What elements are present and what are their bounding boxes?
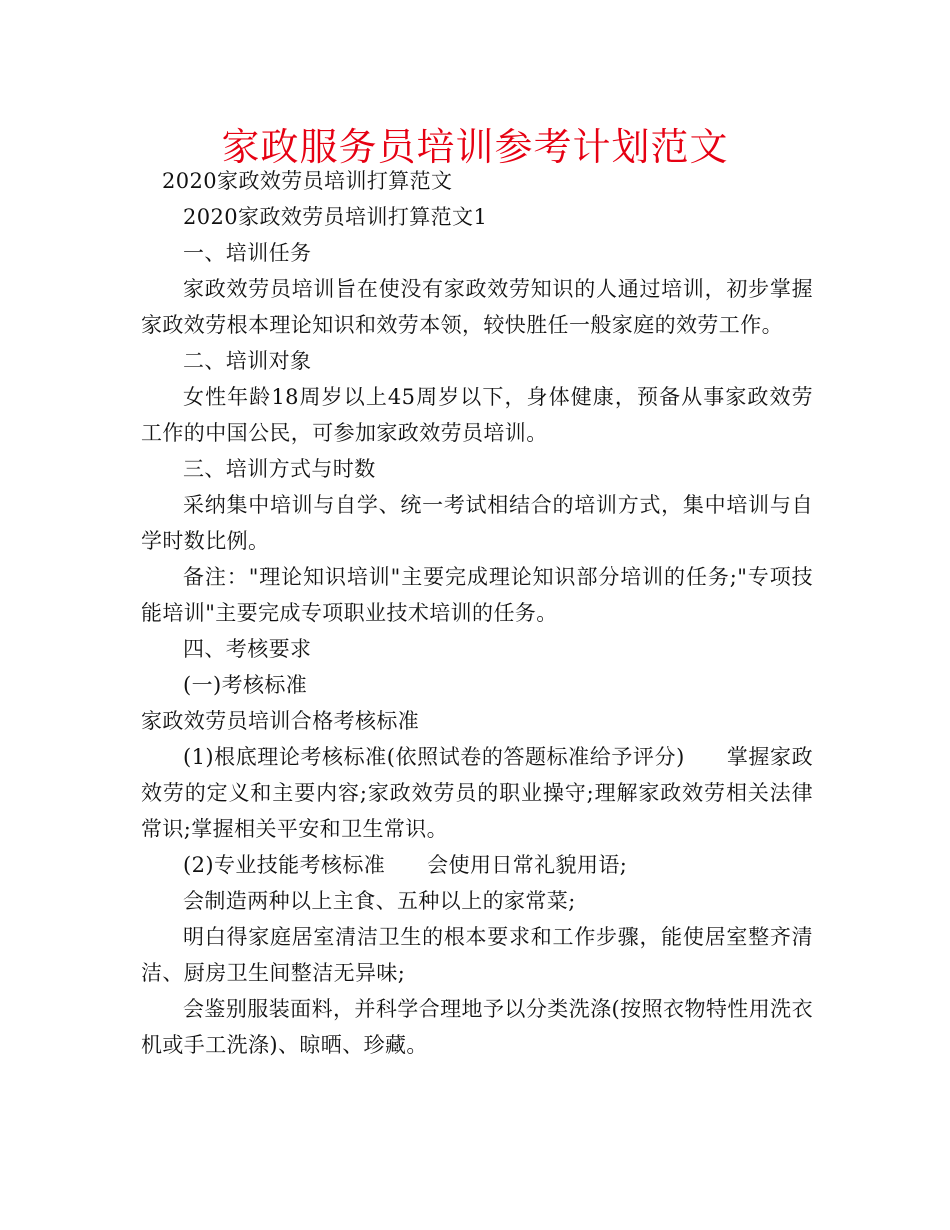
standard-1-paragraph (141, 739, 813, 847)
standard-2-heading: (2)专业技能考核标准 (183, 853, 386, 877)
standard-2-paragraph (141, 847, 813, 883)
paragraph-cleaning: 明白得家庭居室清洁卫生的根本要求和工作步骤，能使居室整齐清洁、厨房卫生间整洁无异味; (141, 925, 813, 985)
intro-line: 2020家政效劳员培训打算范文 (162, 169, 453, 193)
standard-1-text: 掌握家政效劳的定义和主要内容;家政效劳员的职业操守;理解家政效劳相关法律常识;掌握相关平安和卫生常识。 (141, 745, 813, 841)
paragraph-laundry: 会鉴别服装面料，并科学合理地予以分类洗涤(按照衣物特性用洗衣机或手工洗涤)、晾晒、珍藏。 (141, 997, 813, 1057)
paragraph-notes: 备注："理论知识培训"主要完成理论知识部分培训的任务;"专项技能培训"主要完成专项职业技术培训的任务。 (141, 565, 813, 625)
subsection-heading-standards: (一)考核标准 (183, 673, 308, 697)
section-heading-assessment: 四、考核要求 (183, 637, 312, 661)
document-title: 家政服务员培训参考计划范文 (221, 125, 729, 169)
plan-heading: 2020家政效劳员培训打算范文1 (183, 205, 488, 229)
paragraph-targets: 女性年龄18周岁以上45周岁以下，身体健康，预备从事家政效劳工作的中国公民，可参加家政效劳员培训。 (141, 385, 813, 445)
standard-1-heading: (1)根底理论考核标准(依照试卷的答题标准给予评分) (183, 745, 685, 769)
paragraph-methods: 采纳集中培训与自学、统一考试相结合的培训方式，集中培训与自学时数比例。 (141, 493, 813, 553)
section-heading-methods: 三、培训方式与时数 (183, 457, 376, 481)
document-body (141, 163, 813, 1063)
paragraph-tasks: 家政效劳员培训旨在使没有家政效劳知识的人通过培训，初步掌握家政效劳根本理论知识和效劳本领，较快胜任一般家庭的效劳工作。 (141, 277, 813, 337)
standards-title: 家政效劳员培训合格考核标准 (141, 709, 420, 733)
paragraph-cooking: 会制造两种以上主食、五种以上的家常菜; (183, 889, 576, 913)
section-heading-tasks: 一、培训任务 (183, 241, 312, 265)
standard-2-text: 会使用日常礼貌用语; (427, 853, 628, 877)
section-heading-targets: 二、培训对象 (183, 349, 312, 373)
